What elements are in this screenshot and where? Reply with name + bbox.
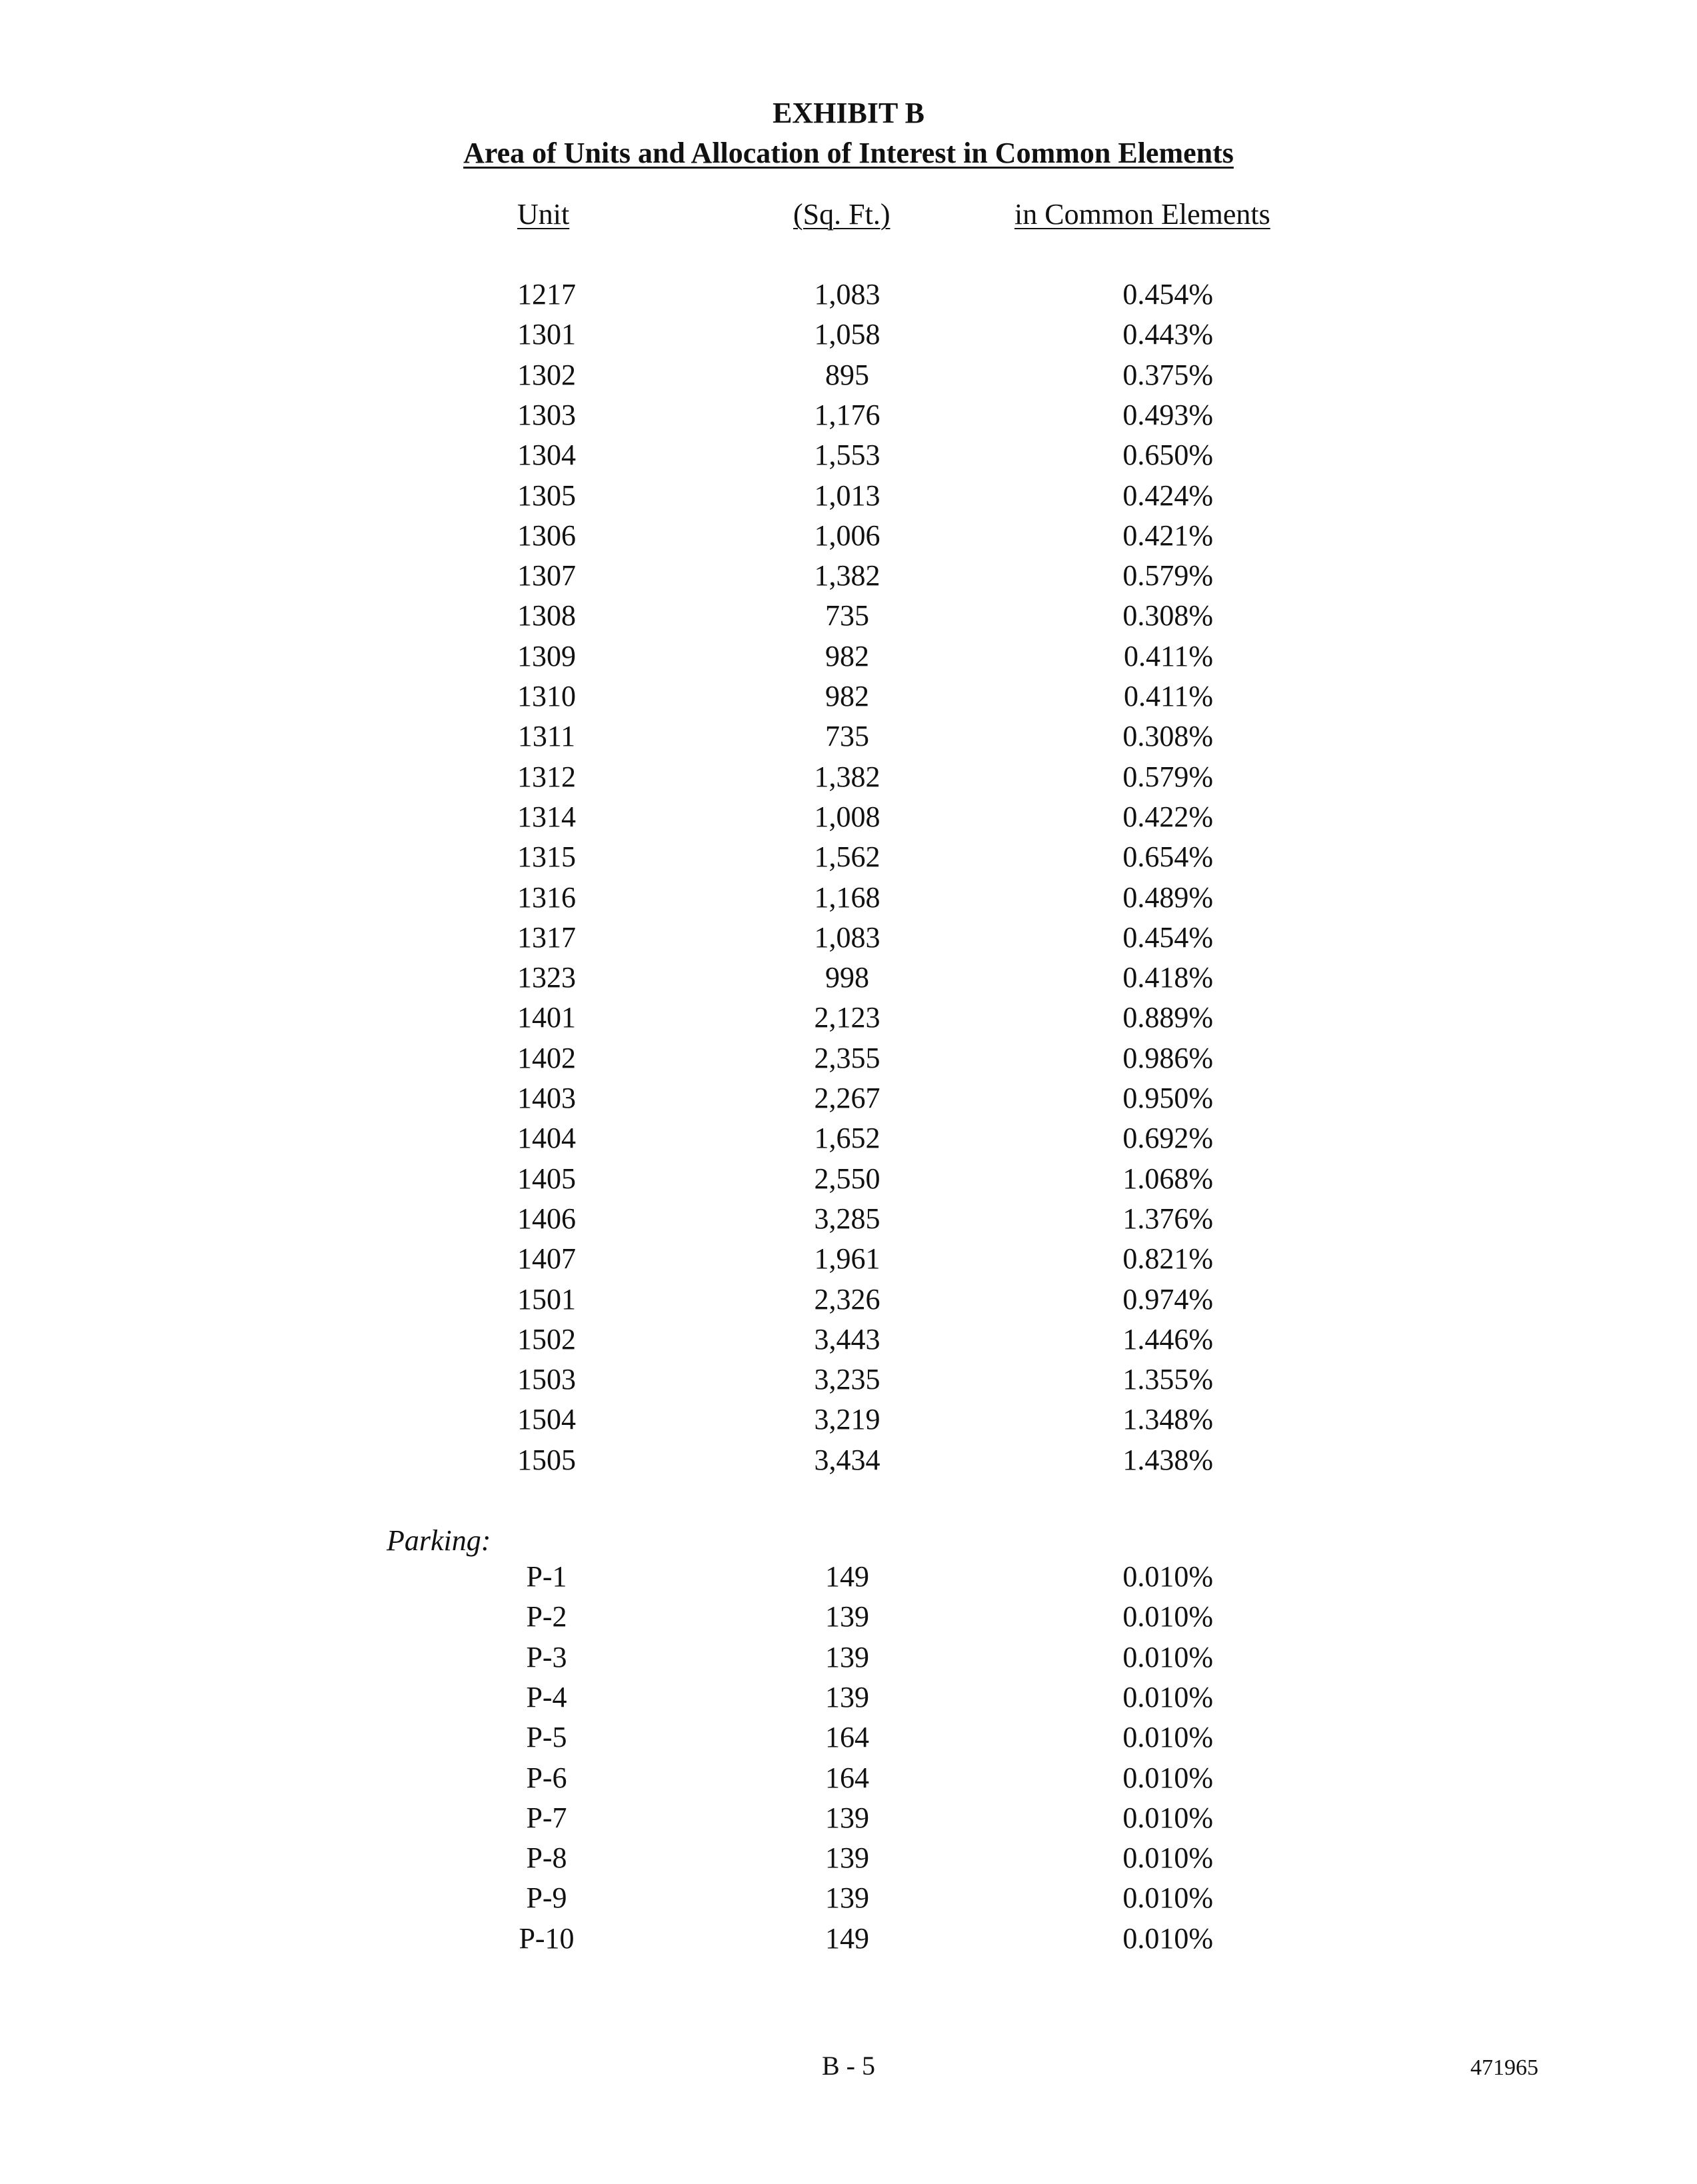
page-number: B - 5 [822, 2051, 875, 2081]
area-cell: 149 [825, 1560, 869, 1593]
area-cell: 2,326 [814, 1282, 880, 1316]
interest-cell: 1.446% [1122, 1322, 1213, 1356]
area-cell: 1,168 [814, 880, 880, 914]
area-cell: 2,355 [814, 1041, 880, 1074]
unit-row [0, 1360, 1697, 1399]
unit-row [0, 477, 1697, 515]
unit-cell: 1217 [517, 278, 576, 311]
area-cell: 3,219 [814, 1403, 880, 1436]
unit-cell: 1315 [517, 840, 576, 874]
unit-cell: 1502 [517, 1322, 576, 1356]
interest-cell: 0.308% [1122, 720, 1213, 753]
interest-cell: 0.375% [1122, 358, 1213, 391]
unit-row [0, 878, 1697, 917]
unit-cell: P-1 [526, 1560, 567, 1593]
unit-cell: 1503 [517, 1363, 576, 1396]
unit-row [0, 717, 1697, 756]
area-cell: 735 [825, 720, 869, 753]
interest-cell: 0.010% [1122, 1560, 1213, 1593]
interest-cell: 0.010% [1122, 1841, 1213, 1875]
unit-cell: 1505 [517, 1443, 576, 1476]
unit-row [0, 315, 1697, 354]
unit-row [0, 958, 1697, 997]
unit-cell: P-8 [526, 1841, 567, 1875]
unit-row [0, 436, 1697, 475]
interest-cell: 0.950% [1122, 1082, 1213, 1114]
interest-cell: 0.010% [1122, 1801, 1213, 1834]
area-cell: 2,550 [814, 1162, 880, 1195]
interest-cell: 0.010% [1122, 1600, 1213, 1634]
area-cell: 139 [825, 1801, 869, 1834]
area-cell: 982 [825, 639, 869, 672]
unit-cell: 1306 [517, 519, 576, 552]
area-cell: 1,382 [814, 760, 880, 793]
unit-row [0, 1119, 1697, 1158]
area-cell: 1,961 [814, 1242, 880, 1276]
interest-cell: 0.443% [1122, 318, 1213, 351]
column-header-unit: Unit [517, 198, 570, 231]
interest-cell: 1.438% [1122, 1443, 1213, 1476]
area-cell: 2,123 [814, 1001, 880, 1034]
parking-row [0, 1919, 1697, 1958]
area-cell: 164 [825, 1721, 869, 1754]
area-cell: 1,008 [814, 800, 880, 833]
unit-cell: P-2 [526, 1600, 567, 1634]
interest-cell: 0.821% [1122, 1242, 1213, 1276]
parking-row [0, 1839, 1697, 1877]
area-cell: 1,382 [814, 559, 880, 592]
unit-row [0, 1200, 1697, 1238]
area-cell: 1,176 [814, 398, 880, 431]
interest-cell: 0.579% [1122, 760, 1213, 793]
unit-cell: 1402 [517, 1041, 576, 1074]
parking-row [0, 1879, 1697, 1917]
unit-cell: 1314 [517, 800, 576, 833]
area-cell: 1,058 [814, 318, 880, 351]
interest-cell: 0.010% [1122, 1640, 1213, 1673]
interest-cell: 0.308% [1122, 599, 1213, 632]
unit-row [0, 637, 1697, 676]
interest-cell: 0.010% [1122, 1680, 1213, 1713]
interest-cell: 1.376% [1122, 1202, 1213, 1235]
document-number: 471965 [1470, 2055, 1538, 2080]
unit-cell: 1312 [517, 760, 576, 793]
area-cell: 164 [825, 1761, 869, 1794]
unit-cell: 1406 [517, 1202, 576, 1235]
parking-row [0, 1558, 1697, 1596]
area-cell: 1,562 [814, 840, 880, 874]
unit-row [0, 596, 1697, 635]
interest-cell: 0.493% [1122, 398, 1213, 431]
unit-row [0, 1441, 1697, 1480]
interest-cell: 0.411% [1123, 639, 1213, 672]
unit-row [0, 356, 1697, 395]
unit-row [0, 1079, 1697, 1118]
exhibit-title: EXHIBIT B [773, 97, 924, 129]
column-header-area: (Sq. Ft.) [793, 198, 890, 231]
unit-row [0, 998, 1697, 1037]
parking-row [0, 1678, 1697, 1717]
unit-row [0, 517, 1697, 555]
interest-cell: 0.010% [1122, 1761, 1213, 1794]
interest-cell: 1.068% [1122, 1162, 1213, 1195]
unit-row [0, 677, 1697, 716]
unit-cell: 1407 [517, 1242, 576, 1276]
interest-cell: 0.421% [1122, 519, 1213, 552]
interest-cell: 0.889% [1122, 1001, 1213, 1034]
interest-cell: 1.355% [1122, 1363, 1213, 1396]
unit-cell: 1316 [517, 880, 576, 914]
unit-row [0, 918, 1697, 957]
unit-cell: 1323 [517, 961, 576, 994]
unit-cell: 1403 [517, 1082, 576, 1114]
unit-cell: 1305 [517, 479, 576, 512]
area-cell: 1,553 [814, 439, 880, 472]
unit-cell: 1301 [517, 318, 576, 351]
area-cell: 1,083 [814, 278, 880, 311]
interest-cell: 0.489% [1122, 880, 1213, 914]
area-cell: 1,013 [814, 479, 880, 512]
interest-cell: 0.418% [1122, 961, 1213, 994]
parking-row [0, 1718, 1697, 1757]
area-cell: 139 [825, 1680, 869, 1713]
unit-cell: P-10 [519, 1921, 575, 1955]
unit-cell: 1405 [517, 1162, 576, 1195]
unit-row [0, 798, 1697, 836]
area-cell: 149 [825, 1921, 869, 1955]
interest-cell: 0.650% [1122, 439, 1213, 472]
interest-cell: 0.454% [1122, 278, 1213, 311]
unit-row [0, 1320, 1697, 1359]
unit-row [0, 275, 1697, 314]
unit-cell: P-5 [526, 1721, 567, 1754]
parking-row [0, 1799, 1697, 1837]
area-cell: 3,434 [814, 1443, 880, 1476]
unit-row [0, 1240, 1697, 1278]
interest-cell: 0.424% [1122, 479, 1213, 512]
interest-cell: 0.422% [1122, 800, 1213, 833]
exhibit-subtitle: Area of Units and Allocation of Interest in Common Elements [463, 137, 1234, 169]
unit-cell: 1504 [517, 1403, 576, 1436]
area-cell: 1,652 [814, 1122, 880, 1155]
interest-cell: 0.010% [1122, 1881, 1213, 1915]
unit-cell: 1304 [517, 439, 576, 472]
interest-cell: 0.974% [1122, 1282, 1213, 1316]
interest-cell: 0.986% [1122, 1041, 1213, 1074]
area-cell: 998 [825, 961, 869, 994]
unit-row [0, 556, 1697, 595]
unit-row [0, 396, 1697, 435]
unit-cell: P-7 [526, 1801, 567, 1834]
unit-cell: 1303 [517, 398, 576, 431]
unit-cell: 1308 [517, 599, 576, 632]
unit-row [0, 1280, 1697, 1319]
parking-row [0, 1759, 1697, 1797]
interest-cell: 0.579% [1122, 559, 1213, 592]
unit-row [0, 1039, 1697, 1078]
unit-row [0, 838, 1697, 876]
unit-cell: 1309 [517, 639, 576, 672]
parking-row [0, 1638, 1697, 1677]
area-cell: 139 [825, 1881, 869, 1915]
unit-cell: P-4 [526, 1680, 567, 1713]
interest-cell: 0.454% [1122, 920, 1213, 954]
interest-cell: 0.411% [1123, 680, 1213, 712]
area-cell: 139 [825, 1841, 869, 1875]
unit-cell: 1404 [517, 1122, 576, 1155]
unit-row [0, 1160, 1697, 1198]
interest-cell: 0.010% [1122, 1721, 1213, 1754]
parking-section-label: Parking: [387, 1524, 491, 1557]
interest-cell: 0.010% [1122, 1921, 1213, 1955]
area-cell: 139 [825, 1600, 869, 1634]
area-cell: 1,006 [814, 519, 880, 552]
area-cell: 3,235 [814, 1363, 880, 1396]
interest-cell: 1.348% [1122, 1403, 1213, 1436]
unit-cell: P-6 [526, 1761, 567, 1794]
interest-cell: 0.654% [1122, 840, 1213, 874]
area-cell: 982 [825, 680, 869, 712]
unit-cell: 1401 [517, 1001, 576, 1034]
area-cell: 3,443 [814, 1322, 880, 1356]
unit-row [0, 1400, 1697, 1439]
column-header-interest: in Common Elements [1014, 198, 1270, 231]
area-cell: 3,285 [814, 1202, 880, 1235]
unit-cell: 1307 [517, 559, 576, 592]
unit-cell: 1310 [517, 680, 576, 712]
area-cell: 735 [825, 599, 869, 632]
unit-cell: 1317 [517, 920, 576, 954]
unit-cell: 1311 [517, 720, 576, 753]
area-cell: 1,083 [814, 920, 880, 954]
unit-cell: 1501 [517, 1282, 576, 1316]
area-cell: 2,267 [814, 1082, 880, 1114]
unit-cell: P-3 [526, 1640, 567, 1673]
interest-cell: 0.692% [1122, 1122, 1213, 1155]
unit-cell: 1302 [517, 358, 576, 391]
unit-row [0, 758, 1697, 796]
area-cell: 895 [825, 358, 869, 391]
area-cell: 139 [825, 1640, 869, 1673]
parking-row [0, 1598, 1697, 1636]
unit-cell: P-9 [526, 1881, 567, 1915]
